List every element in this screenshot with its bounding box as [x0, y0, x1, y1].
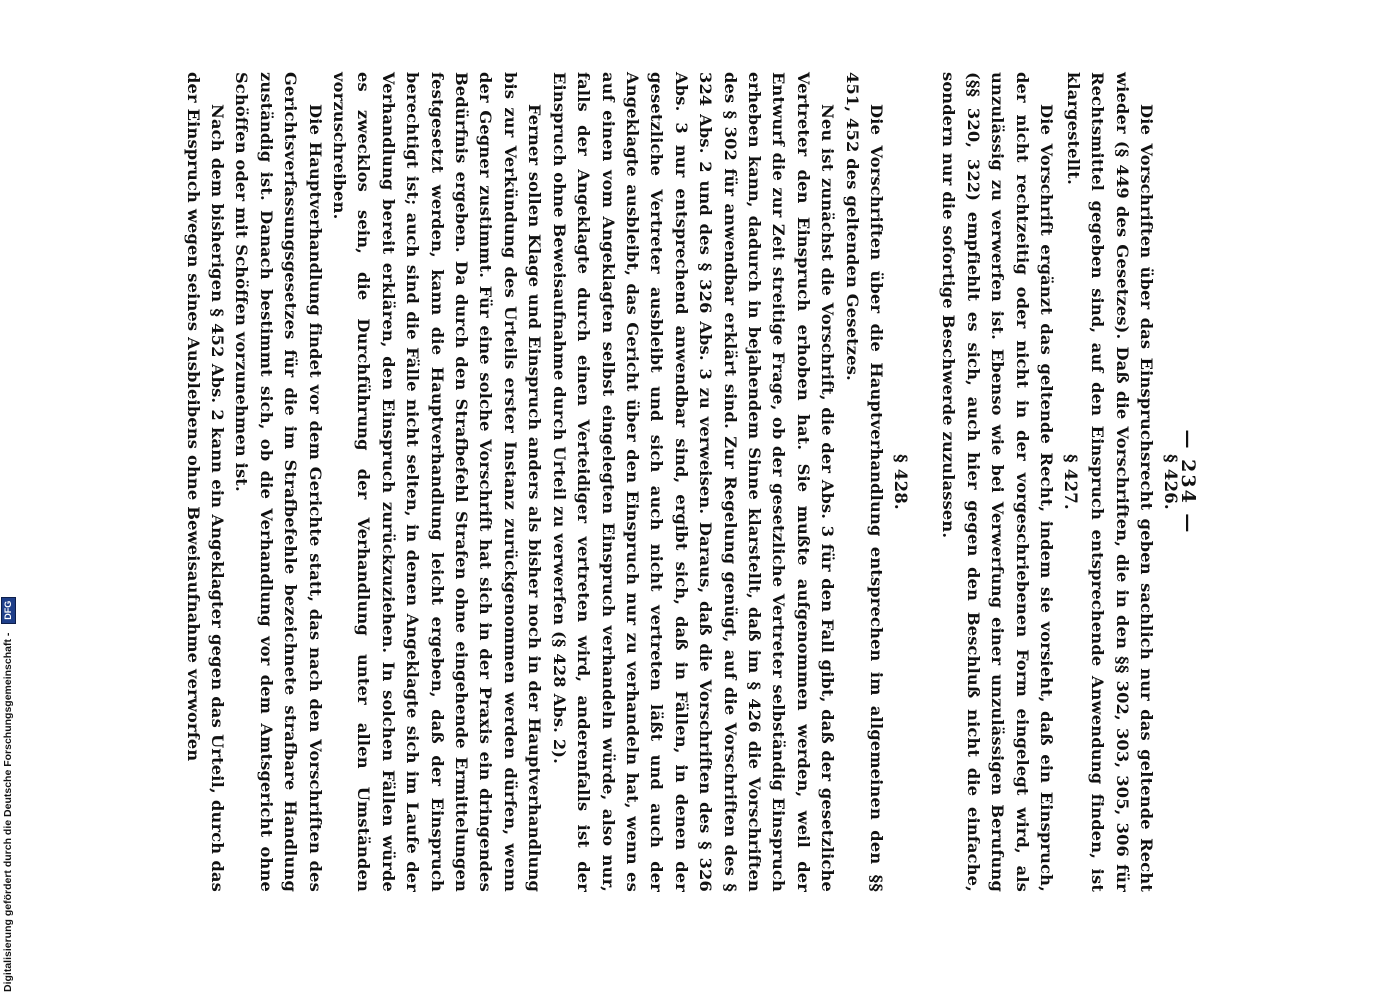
section-426-heading: § 426. — [1161, 454, 1180, 510]
dfg-logo: DFG — [1, 597, 16, 624]
section-427 — [936, 72, 1082, 892]
section-428-paragraph: Die Hauptverhandlung findet vor dem Gerichte statt, das nach den Vorschriften des Gerichtsverfassungsgesetzes für die im Strafbefehle bezeichnete strafbare Handlung zuständig ist. Danach bestimmt sich, ob die Verhandlung vor dem Amtsgericht ohne Schöffen oder mit Schöffen vorzunehmen ist. — [232, 72, 325, 892]
digitization-note — [0, 0, 16, 1000]
section-428-heading: § 428. — [891, 454, 910, 510]
section-428-paragraph: Ferner sollen Klage und Einspruch anders als bisher noch in der Hauptverhandlung bis zur Verkündung des Urteils erster Instanz zurückgenommen werden dürfen, wenn der Gegner zustimmt. Für eine solche Vorschrift hat sich in der Praxis ein dringendes Bedürfnis ergeben. Da durch den Strafbefehl Strafen ohne eingehende Ermittelungen festgesetzt werden, kann die Hauptverhandlung leicht ergeben, daß der Einspruch berechtigt ist; auch sind die Fälle nicht selten, in denen Angeklagte sich im Laufe der Verhandlung bereit erklären, den Einspruch zurückzuziehen. In solchen Fällen würde es zwecklos sein, die Durchführung der Verhandlung unter allen Umständen vorzuschreiben. — [330, 72, 545, 892]
section-427-paragraph: Die Vorschrift ergänzt das geltende Recht, indem sie vorsieht, daß ein Einspruch, der nicht rechtzeitig oder nicht in der vorgeschriebenen Form eingelegt wird, als unzulässig zu verwerfen ist. Ebenso wie bei Verwerfung einer unzulässigen Berufung (§§ 320, 322) empfiehlt es sich, auch hier gegen den Beschluß nicht die einfache, sondern nur die sofortige Beschwerde zuzulassen. — [939, 72, 1056, 892]
page-number: — 234 — — [1177, 429, 1199, 535]
section-428-paragraph: Nach dem bisherigen § 452 Abs. 2 kann ein Angeklagter gegen das Urteil, durch das der Einspruch wegen seines Ausbleibens ohne Beweisaufnahme verworfen — [183, 72, 228, 892]
section-426-paragraph: Die Vorschriften über das Einspruchsrecht geben sachlich nur das geltende Recht wieder (§ 449 des Gesetzes). Daß die Vorschriften, die in den §§ 302, 303, 305, 306 für Rechtsmittel gegeben sind, auf den Einspruch entsprechende Anwendung finden, ist klargestellt. — [1063, 72, 1156, 892]
section-428-paragraph: Die Vorschriften über die Hauptverhandlung entsprechen im allgemeinen den §§ 451, 452 des geltenden Gesetzes. — [842, 72, 886, 892]
digitization-note-text: Digitalisierung gefördert durch die Deutsche Forschungsgemeinschaft - — [2, 632, 14, 992]
section-428-paragraph: Neu ist zunächst die Vorschrift, die der Abs. 3 für den Fall gibt, daß der gesetzliche Vertreter den Einspruch erhoben hat. Sie mußte aufgenommen werden, weil der Entwurf die zur Zeit streitige Frage, ob der gesetzliche Vertreter selbständig Einspruch erheben kann, dadurch in bejahendem Sinne klarstellt, daß im § 426 die Vorschriften des § 302 für anwendbar erklärt sind. Zur Regelung genügt, auf die Vorschriften des § 324 Abs. 2 und des § 326 Abs. 3 zu verweisen. Daraus, daß die Vorschriften des § 326 Abs. 3 nur entsprechend anwendbar sind, ergibt sich, daß in Fällen, in denen der gesetzliche Vertreter ausbleibt und sich auch nicht vertreten läßt und auch der Angeklagte ausbleibt, das Gericht über den Einspruch nur zu verhandeln hat, wenn es auf einen vom Angeklagten selbst eingelegten Einspruch verhandeln würde, also nur, falls der Angeklagte durch einen Verteidiger vertreten wird, anderenfalls ist der Einspruch ohne Beweisaufnahme durch Urteil zu verwerfen (§ 428 Abs. 2). — [549, 72, 838, 892]
section-427-heading: § 427. — [1061, 454, 1080, 510]
section-428 — [180, 72, 912, 892]
rotated-document-page — [100, 32, 1200, 932]
